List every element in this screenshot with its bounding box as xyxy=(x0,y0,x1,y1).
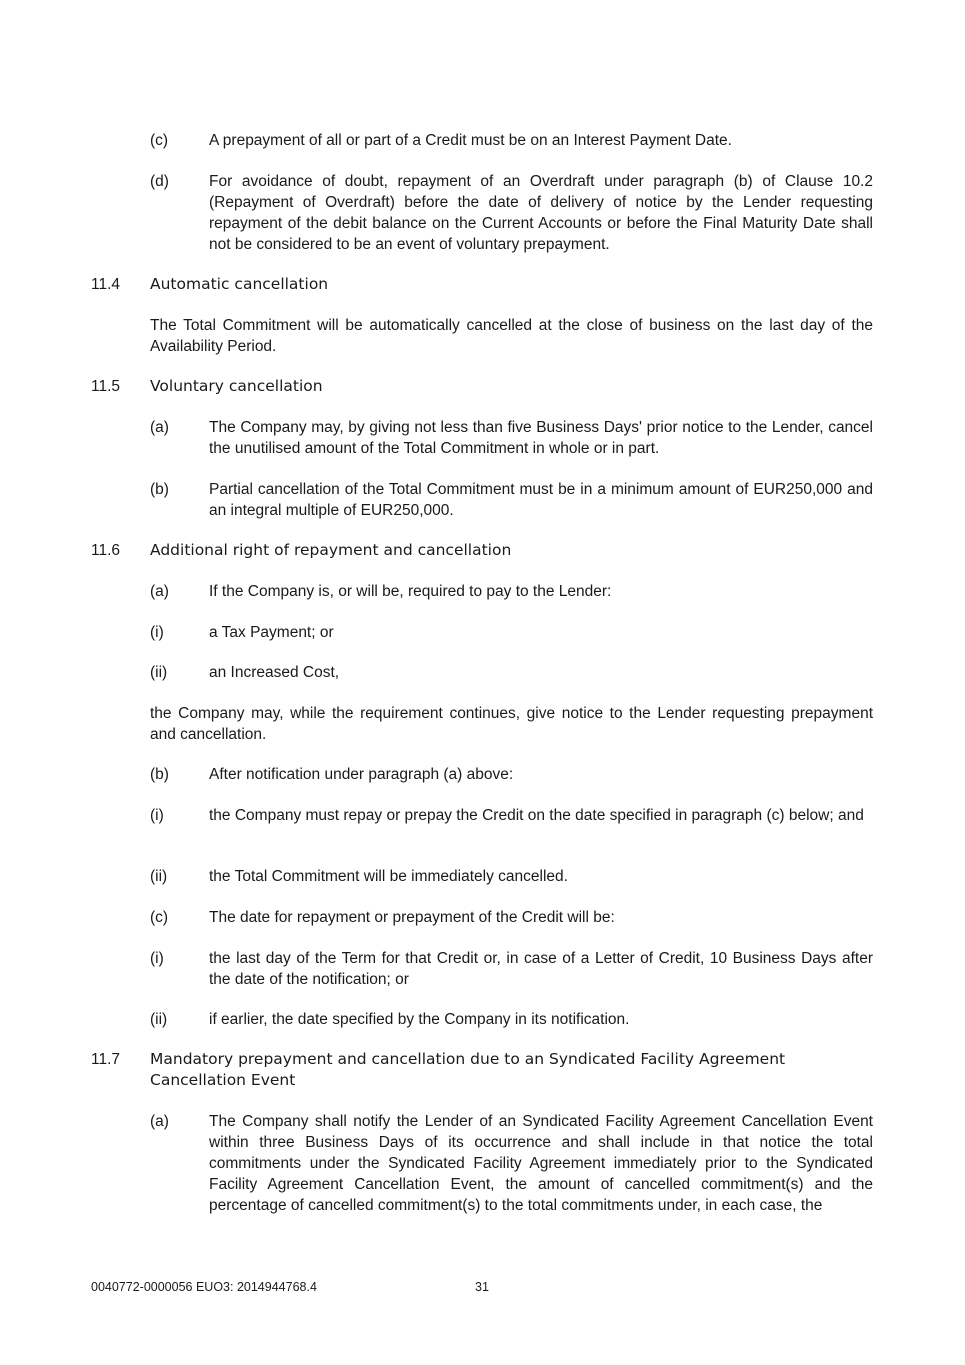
item-label: (i) xyxy=(150,950,164,967)
item-label: (b) xyxy=(150,766,169,783)
item-text: the Total Commitment will be immediately cancelled. xyxy=(209,868,568,885)
footer-page-number: 31 xyxy=(475,1280,489,1294)
item-text: an Increased Cost, xyxy=(209,664,340,681)
clause-title: Automatic cancellation xyxy=(150,275,329,293)
item-label: (i) xyxy=(150,807,164,824)
clause-11-4-body: The Total Commitment will be automatically cancelled at the close of business on the last day of the Availability Period. xyxy=(150,317,873,355)
clause-number: 11.4 xyxy=(91,276,121,293)
item-text: If the Company is, or will be, required to pay to the Lender: xyxy=(209,583,612,600)
item-text: the Company must repay or prepay the Credit on the date specified in paragraph (c) below; and xyxy=(209,807,864,824)
footer-document-reference: 0040772-0000056 EUO3: 2014944768.4 xyxy=(91,1280,317,1294)
item-label: (ii) xyxy=(150,1011,168,1028)
clause-number: 11.6 xyxy=(91,542,121,559)
item-label: (a) xyxy=(150,1113,169,1130)
item-text: The Company shall notify the Lender of an Syndicated Facility Agreement Cancellation Event within three Business Days of its occurrence and shall include in that notice the total commitments under the Syndicated Facility Agreement immediately prior to the Syndicated Facility Agreement Cancellation Event, the amount of cancelled commitment(s) and the percentage of cancelled commitment(s) to the total commitments under, in each case, the xyxy=(209,1113,873,1214)
clause-number: 11.5 xyxy=(91,378,121,395)
item-label: (a) xyxy=(150,583,169,600)
item-text: A prepayment of all or part of a Credit must be on an Interest Payment Date. xyxy=(209,132,732,149)
item-label: (b) xyxy=(150,481,169,498)
item-label: (c) xyxy=(150,909,169,926)
clause-11-6-a-continuation: the Company may, while the requirement continues, give notice to the Lender requesting prepayment and cancellation. xyxy=(150,705,873,743)
clause-title: Mandatory prepayment and cancellation due to an Syndicated Facility Agreement Cancellation Event xyxy=(150,1050,786,1089)
clause-number: 11.7 xyxy=(91,1051,121,1068)
item-text: The date for repayment or prepayment of the Credit will be: xyxy=(209,909,615,926)
item-label: (a) xyxy=(150,419,169,436)
item-text: For avoidance of doubt, repayment of an Overdraft under paragraph (b) of Clause 10.2 (Repayment of Overdraft) before the date of delivery of notice by the Lender requesting repayment of the debit balance on the Current Accounts or before the Final Maturity Date shall not be considered to be an event of voluntary prepayment. xyxy=(209,173,873,253)
item-label: (ii) xyxy=(150,868,168,885)
item-text: a Tax Payment; or xyxy=(209,624,334,641)
item-label: (i) xyxy=(150,624,164,641)
item-label: (c) xyxy=(150,132,169,149)
clause-title: Voluntary cancellation xyxy=(150,377,323,395)
item-label: (ii) xyxy=(150,664,168,681)
item-text: After notification under paragraph (a) above: xyxy=(209,766,514,783)
item-text: The Company may, by giving not less than five Business Days' prior notice to the Lender, cancel the unutilised amount of the Total Commitment in whole or in part. xyxy=(209,419,873,457)
item-text: if earlier, the date specified by the Company in its notification. xyxy=(209,1011,630,1028)
clause-title: Additional right of repayment and cancellation xyxy=(150,541,512,559)
item-text: the last day of the Term for that Credit or, in case of a Letter of Credit, 10 Business Days after the date of the notification; or xyxy=(209,950,873,988)
item-text: Partial cancellation of the Total Commitment must be in a minimum amount of EUR250,000 and an integral multiple of EUR250,000. xyxy=(209,481,873,519)
item-label: (d) xyxy=(150,173,169,190)
